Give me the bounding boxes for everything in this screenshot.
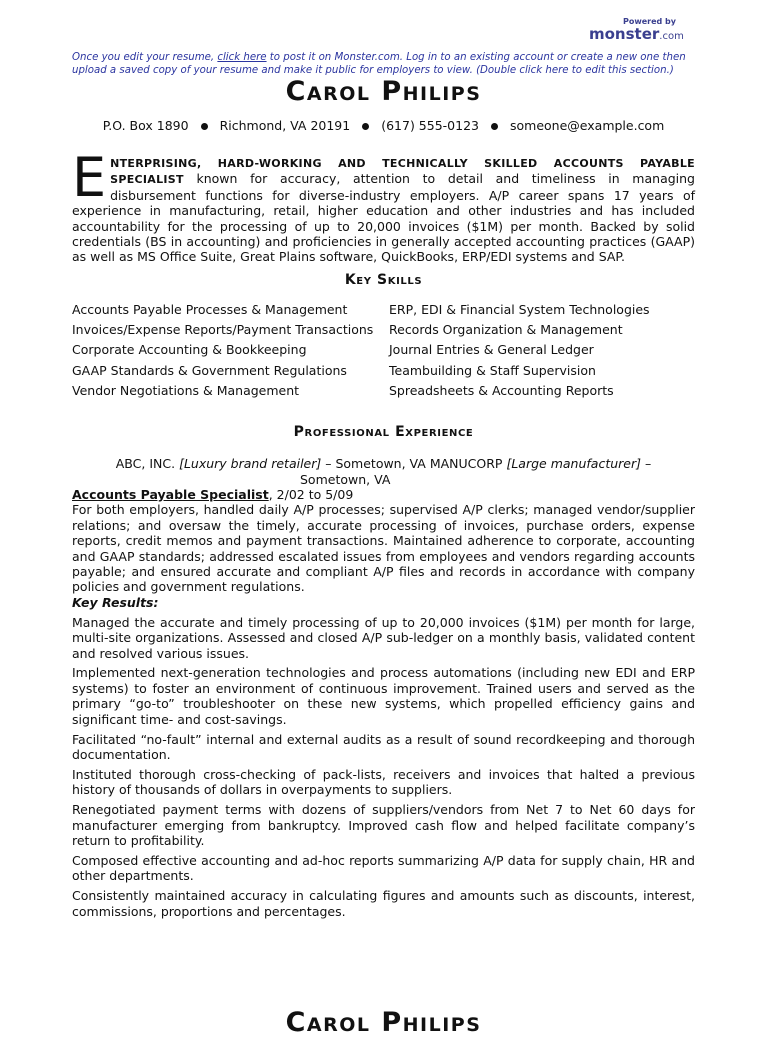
skill-item: Journal Entries & General Ledger xyxy=(389,342,594,358)
summary-lead: NTERPRISING, HARD-WORKING AND TECHNICALLY SKILLED ACCOUNTS PAYABLE SPECIALIST xyxy=(110,157,695,187)
skill-item: ERP, EDI & Financial System Technologies xyxy=(389,302,650,317)
skill-item: Invoices/Expense Reports/Payment Transactions xyxy=(72,322,374,338)
result-item: Composed effective accounting and ad-hoc reports summarizing A/P data for supply chain, HR and other departments. xyxy=(72,852,695,884)
result-item: Facilitated “no-fault” internal and external audits as a result of sound recordkeeping and thorough documentation. xyxy=(72,731,695,762)
monster-tld: .com xyxy=(659,31,684,42)
monster-notice xyxy=(72,51,695,77)
skill-item: Spreadsheets & Accounting Reports xyxy=(389,382,614,398)
contact-city: Richmond, VA 20191 xyxy=(219,118,351,133)
result-item: Managed the accurate and timely processing of up to 20,000 invoices ($1M) per month for large, multi-site organizations. Assessed and closed A/P sub-ledger on a monthly basis, validated content and resolved various issues. xyxy=(72,614,695,661)
powered-by-label: Powered by xyxy=(623,17,676,26)
summary-body: known for accuracy, attention to detail and timeliness in managing disbursement functions for diverse-industry employers. A/P career spans 17 years of experience in manufacturing, retail, higher education and other industries and has included accountability for the processing of up to 20,000 invoices ($1M) per month. Backed by solid credentials (BS in accounting) and proficiencies in generally accepted accounting practices (GAAP) as well as MS Office Suite, Great Plains software, QuickBooks, ERP/EDI systems and SAP. xyxy=(72,171,695,265)
bullet-icon xyxy=(362,123,369,130)
summary-dropcap: E xyxy=(72,146,107,209)
skill-item: Corporate Accounting & Bookkeeping xyxy=(72,342,307,358)
next-page-name: Carol Philips xyxy=(285,1007,482,1038)
job-description: For both employers, handled daily A/P processes; supervised A/P clerks; managed vendor/supplier relations; and oversaw the timely, accurate processing of invoices, purchase orders, expense reports, credit memos and payment transactions. Maintained adherence to corporate, accounting and GAAP standards; addressed escalated issues from employees and vendors regarding accounts payable; and ensured accurate and compliant A/P files and records in accordance with company policies and government regulations. xyxy=(72,502,695,595)
experience-heading: Professional Experience xyxy=(293,424,474,440)
employer-2-dash: – xyxy=(641,456,652,471)
skill-item: Records Organization & Management xyxy=(389,322,623,338)
result-item: Renegotiated payment terms with dozens of suppliers/vendors from Net 7 to Net 60 days for manufacturer emerging from bankruptcy. Improved cash flow and helped facilitate company’s return to profitability. xyxy=(72,802,695,849)
key-skills-heading: Key Skills xyxy=(344,272,423,288)
profile-summary xyxy=(72,146,695,265)
result-item: Consistently maintained accuracy in calculating figures and amounts such as discounts, interest, commissions, proportions and percentages. xyxy=(72,888,695,919)
key-results-label: Key Results: xyxy=(72,594,159,610)
employer-1-location: – Sometown, VA xyxy=(321,456,426,471)
skills-column-right xyxy=(389,302,695,403)
resume-name: Carol Philips xyxy=(285,76,482,107)
job-heading xyxy=(72,487,695,502)
job-title: Accounts Payable Specialist xyxy=(72,487,269,502)
employer-1-name: ABC, INC. xyxy=(115,456,176,471)
employer-1-desc: [Luxury brand retailer] xyxy=(179,456,322,471)
skill-item: GAAP Standards & Government Regulations xyxy=(72,362,347,378)
click-here-link[interactable]: click here xyxy=(217,52,267,63)
skill-item: Vendor Negotiations & Management xyxy=(72,382,300,398)
job-entry xyxy=(72,487,695,919)
notice-text-before: Once you edit your resume, xyxy=(72,52,218,63)
skill-item: Accounts Payable Processes & Management xyxy=(72,302,348,317)
job-dates: , 2/02 to 5/09 xyxy=(268,487,354,502)
employer-2-name: MANUCORP xyxy=(429,456,503,471)
monster-logo xyxy=(589,17,699,45)
monster-wordmark xyxy=(589,26,699,45)
result-item: Implemented next-generation technologies and process automations (including new EDI and ERP systems) to foster an environment of continuous improvement. Trained users and served as the primary “go-to” troubleshooter on these new systems, which propelled efficiency gains and significant time- and cost-savings. xyxy=(72,665,695,727)
employer-line xyxy=(72,456,695,488)
bullet-icon xyxy=(491,123,498,130)
notice-text-after: to post it on Monster.com. Log in to an existing account or create a new one then upload a saved copy of your resume and make it public for employers to view. (Double click here to edit this section.) xyxy=(72,52,686,76)
contact-phone: (617) 555-0123 xyxy=(381,118,479,133)
result-item: Instituted thorough cross-checking of pack-lists, receivers and invoices that halted a previous history of thousands of dollars in overpayments to suppliers. xyxy=(72,766,695,798)
monster-name: monster xyxy=(589,25,660,43)
contact-address: P.O. Box 1890 xyxy=(102,118,189,133)
contact-email: someone@example.com xyxy=(510,118,665,133)
skill-item: Teambuilding & Staff Supervision xyxy=(389,362,596,378)
employer-2-location: Sometown, VA xyxy=(300,472,391,487)
skills-column-left xyxy=(72,302,377,403)
employer-2-desc: [Large manufacturer] xyxy=(506,456,641,471)
contact-line xyxy=(72,118,695,134)
bullet-icon xyxy=(201,123,208,130)
